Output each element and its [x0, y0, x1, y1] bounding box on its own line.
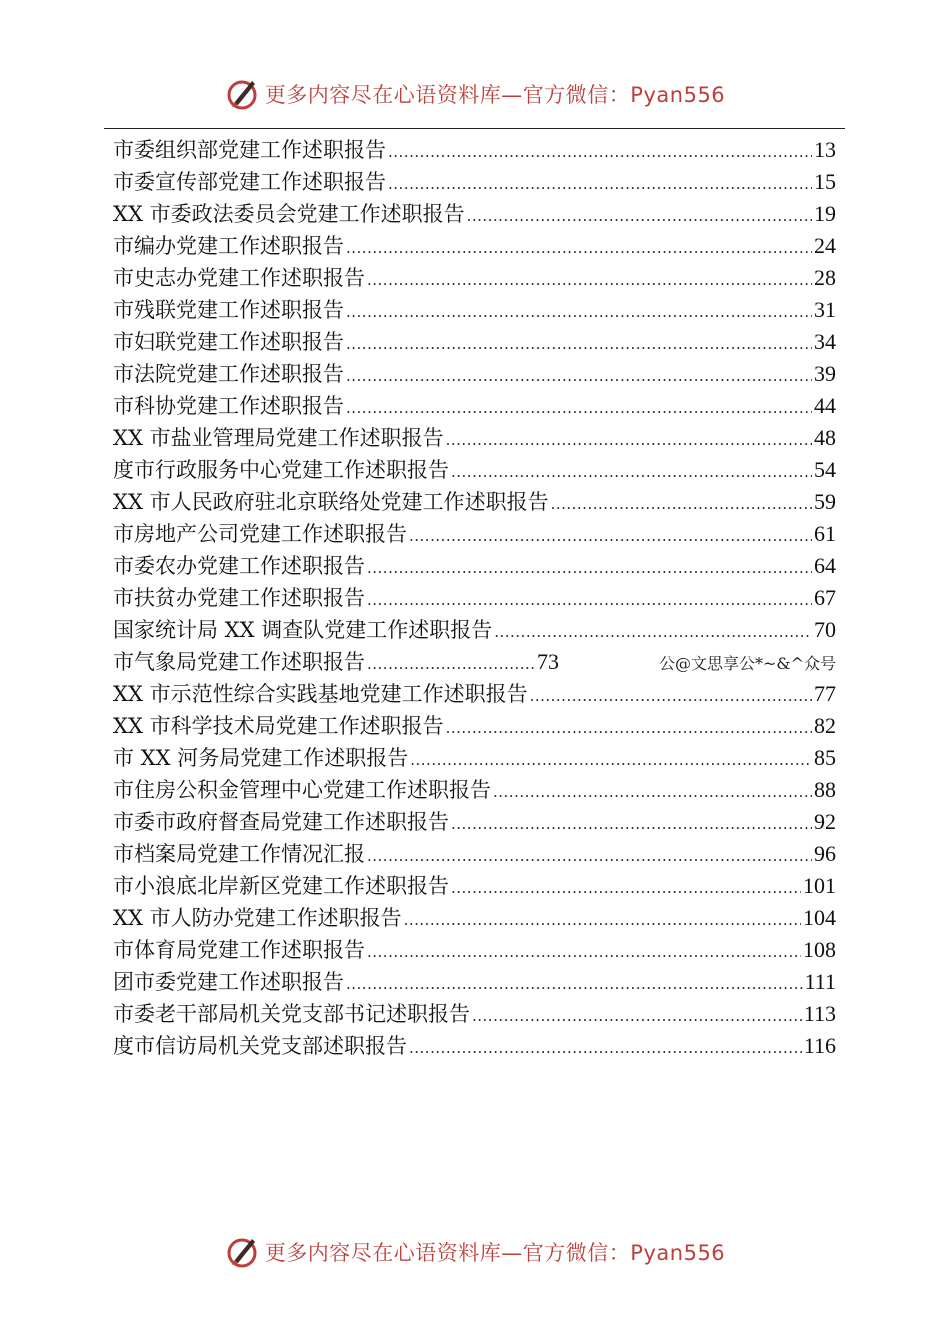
toc-entry[interactable]: [113, 582, 836, 614]
toc-entry-title: 市 XX 河务局党建工作述职报告: [113, 746, 409, 770]
toc-entry[interactable]: [113, 390, 836, 422]
toc-entry-page-number: 19: [814, 201, 836, 226]
toc-entry-title: 市气象局党建工作述职报告: [113, 650, 365, 674]
toc-leader-dots: [409, 520, 812, 552]
toc-entry-title: 度市信访局机关党支部述职报告: [113, 1034, 407, 1058]
toc-entry-title: 市残联党建工作述职报告: [113, 298, 344, 322]
toc-entry-title: 市扶贫办党建工作述职报告: [113, 586, 365, 610]
toc-leader-dots: [346, 232, 812, 264]
toc-entry-page-number: 54: [814, 457, 836, 482]
toc-entry-page-number: 67: [814, 585, 836, 610]
toc-entry[interactable]: [113, 358, 836, 390]
toc-entry[interactable]: [113, 934, 836, 966]
toc-entry-page-number: 44: [814, 393, 836, 418]
toc-entry-title: XX 市示范性综合实践基地党建工作述职报告: [113, 682, 528, 706]
toc-entry-title: 市委市政府督查局党建工作述职报告: [113, 810, 449, 834]
toc-entry[interactable]: [113, 966, 836, 998]
toc-entry[interactable]: [113, 550, 836, 582]
toc-entry-title: XX 市人民政府驻北京联络处党建工作述职报告: [113, 490, 549, 514]
toc-entry-title: 市委组织部党建工作述职报告: [113, 138, 386, 162]
toc-leader-dots: [388, 168, 812, 200]
toc-leader-dots: [346, 328, 812, 360]
toc-entry-title: 度市行政服务中心党建工作述职报告: [113, 458, 449, 482]
toc-leader-dots: [493, 776, 812, 808]
toc-entry-page-number: 13: [814, 137, 836, 162]
toc-entry-page-number: 31: [814, 297, 836, 322]
toc-entry[interactable]: [113, 742, 836, 774]
toc-leader-dots: [346, 968, 803, 1000]
toc-entry-title: 市房地产公司党建工作述职报告: [113, 522, 407, 546]
toc-entry[interactable]: [113, 422, 836, 454]
toc-entry-page-number: 24: [814, 233, 836, 258]
banner-text: 更多内容尽在心语资料库—官方微信：Pyan556: [264, 83, 726, 107]
toc-leader-dots: [388, 136, 812, 168]
toc-entry[interactable]: [113, 166, 836, 198]
toc-leader-dots: [451, 456, 812, 488]
toc-leader-dots: [367, 552, 812, 584]
toc-entry-page-number: 70: [814, 617, 836, 642]
toc-entry-title: 市科协党建工作述职报告: [113, 394, 344, 418]
quill-pen-circle-logo-icon: [225, 1234, 261, 1270]
toc-entry-title: 市法院党建工作述职报告: [113, 362, 344, 386]
toc-leader-dots: [367, 648, 535, 680]
toc-entry-title: XX 市盐业管理局党建工作述职报告: [113, 426, 444, 450]
toc-leader-dots: [451, 808, 812, 840]
toc-leader-dots: [346, 392, 812, 424]
quill-pen-circle-logo-icon: [225, 76, 261, 112]
toc-entry[interactable]: [113, 998, 836, 1030]
toc-entry-page-number: 116: [803, 1033, 836, 1058]
toc-entry-title: 市住房公积金管理中心党建工作述职报告: [113, 778, 491, 802]
toc-leader-dots: [346, 360, 812, 392]
toc-entry-page-number: 64: [814, 553, 836, 578]
toc-entry[interactable]: [113, 902, 836, 934]
watermark-note: 公@文思享公*~&^众号: [658, 654, 836, 673]
toc-leader-dots: [472, 1000, 802, 1032]
toc-entry-title: XX 市人防办党建工作述职报告: [113, 906, 402, 930]
toc-entry[interactable]: [113, 134, 836, 166]
toc-entry-title: 市史志办党建工作述职报告: [113, 266, 365, 290]
header-banner: [0, 74, 950, 114]
footer-banner: [0, 1232, 950, 1272]
toc-entry-page-number: 77: [814, 681, 836, 706]
toc-entry-title: 团市委党建工作述职报告: [113, 970, 344, 994]
toc-entry-page-number: 73: [537, 649, 559, 674]
toc-leader-dots: [404, 904, 801, 936]
toc-entry-page-number: 34: [814, 329, 836, 354]
toc-entry[interactable]: [113, 1030, 836, 1062]
toc-leader-dots: [530, 680, 812, 712]
toc-entry-page-number: 104: [803, 905, 836, 930]
toc-entry-page-number: 101: [803, 873, 836, 898]
toc-entry[interactable]: [113, 230, 836, 262]
toc-leader-dots: [467, 200, 812, 232]
toc-entry-page-number: 111: [804, 969, 836, 994]
toc-leader-dots: [446, 424, 812, 456]
toc-entry[interactable]: [113, 678, 836, 710]
toc-entry[interactable]: [113, 454, 836, 486]
toc-leader-dots: [409, 1032, 802, 1064]
toc-entry[interactable]: [113, 326, 836, 358]
toc-entry-title: XX 市委政法委员会党建工作述职报告: [113, 202, 465, 226]
toc-leader-dots: [551, 488, 812, 520]
toc-entry[interactable]: [113, 518, 836, 550]
toc-leader-dots: [367, 840, 812, 872]
toc-entry[interactable]: [113, 870, 836, 902]
header-rule: [104, 128, 845, 129]
toc-entry-page-number: 59: [814, 489, 836, 514]
toc-entry-page-number: 39: [814, 361, 836, 386]
toc-leader-dots: [410, 744, 812, 776]
toc-leader-dots: [451, 872, 801, 904]
toc-entry-title: 国家统计局 XX 调查队党建工作述职报告: [113, 618, 493, 642]
toc-entry-page-number: 96: [814, 841, 836, 866]
toc-entry-title: 市委农办党建工作述职报告: [113, 554, 365, 578]
toc-entry[interactable]: [113, 198, 836, 230]
toc-leader-dots: [367, 936, 801, 968]
toc-leader-dots: [494, 616, 812, 648]
banner-text: 更多内容尽在心语资料库—官方微信：Pyan556: [264, 1241, 726, 1265]
toc-entry-page-number: 92: [814, 809, 836, 834]
toc-entry-title: 市档案局党建工作情况汇报: [113, 842, 365, 866]
toc-entry-page-number: 61: [814, 521, 836, 546]
toc-entry-page-number: 82: [814, 713, 836, 738]
toc-entry[interactable]: [113, 646, 836, 678]
toc-leader-dots: [446, 712, 812, 744]
toc-entry[interactable]: [113, 838, 836, 870]
table-of-contents: [113, 134, 836, 1062]
toc-leader-dots: [346, 296, 812, 328]
toc-entry-title: 市编办党建工作述职报告: [113, 234, 344, 258]
toc-leader-dots: [367, 584, 812, 616]
toc-entry-page-number: 113: [803, 1001, 836, 1026]
toc-entry[interactable]: [113, 774, 836, 806]
toc-entry-title: 市小浪底北岸新区党建工作述职报告: [113, 874, 449, 898]
toc-entry-title: XX 市科学技术局党建工作述职报告: [113, 714, 444, 738]
toc-entry-page-number: 108: [803, 937, 836, 962]
toc-entry[interactable]: [113, 614, 836, 646]
toc-entry[interactable]: [113, 710, 836, 742]
toc-entry-title: 市委老干部局机关党支部书记述职报告: [113, 1002, 470, 1026]
toc-entry-page-number: 28: [814, 265, 836, 290]
toc-entry[interactable]: [113, 486, 836, 518]
toc-entry[interactable]: [113, 294, 836, 326]
toc-entry-title: 市妇联党建工作述职报告: [113, 330, 344, 354]
toc-entry-title: 市委宣传部党建工作述职报告: [113, 170, 386, 194]
toc-entry-page-number: 15: [814, 169, 836, 194]
toc-leader-dots: [367, 264, 812, 296]
toc-entry-page-number: 88: [814, 777, 836, 802]
toc-entry-page-number: 85: [814, 745, 836, 770]
toc-entry-title: 市体育局党建工作述职报告: [113, 938, 365, 962]
toc-entry-page-number: 48: [814, 425, 836, 450]
toc-entry[interactable]: [113, 806, 836, 838]
toc-entry[interactable]: [113, 262, 836, 294]
